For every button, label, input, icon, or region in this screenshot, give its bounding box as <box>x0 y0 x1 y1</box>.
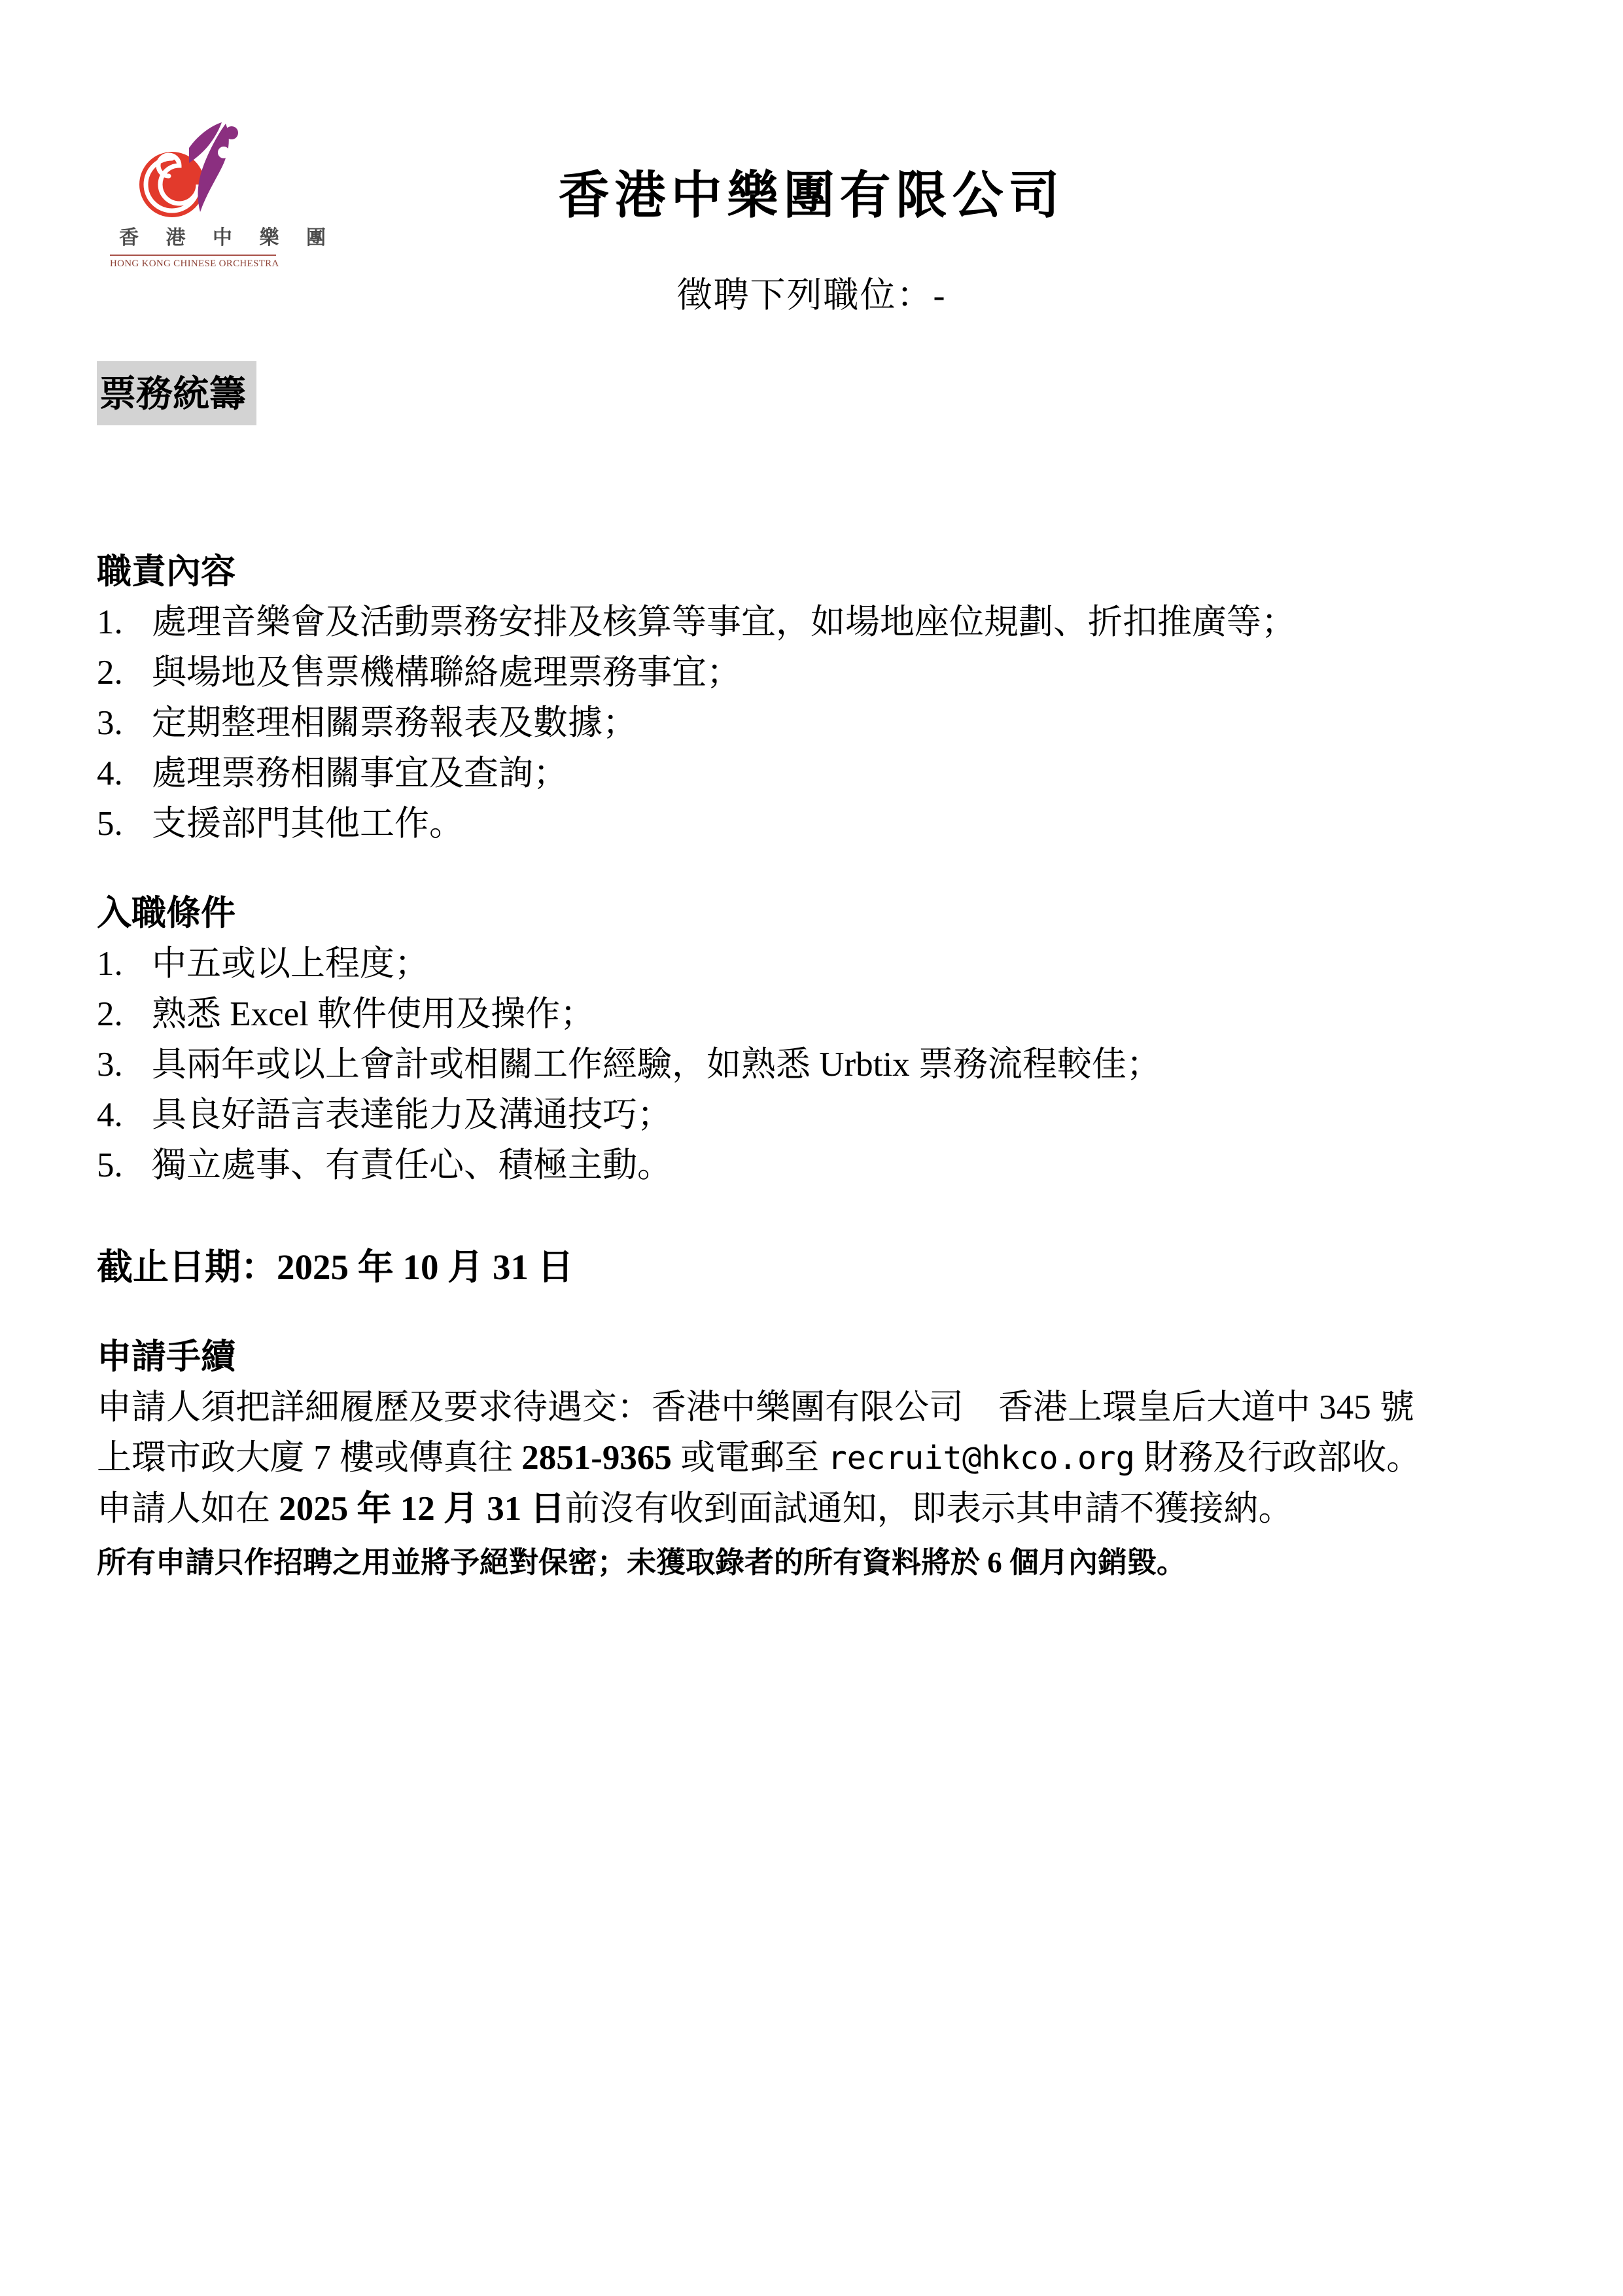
item-number: 2. <box>97 654 123 692</box>
item-text: 定期整理相關票務報表及數據； <box>152 704 637 742</box>
job-title-highlighted: 票務統籌 <box>97 361 256 425</box>
item-text: 具兩年或以上會計或相關工作經驗，如熟悉 Urbtix 票務流程較佳； <box>152 1046 1161 1084</box>
list-item <box>97 1040 1510 1090</box>
item-number: 1. <box>97 603 123 641</box>
item-number: 3. <box>97 1046 123 1084</box>
deadline-line <box>97 1238 574 1290</box>
list-item <box>97 749 1510 799</box>
item-text: 獨立處事、有責任心、積極主動。 <box>152 1146 672 1184</box>
item-text: 支援部門其他工作。 <box>152 805 464 843</box>
apply-paragraph-line-2 <box>97 1433 1549 1484</box>
list-item <box>97 698 1510 749</box>
reply-deadline-date: 2025 年 12 月 31 日 <box>279 1490 565 1528</box>
apply-heading: 申請手續 <box>97 1338 236 1376</box>
item-number: 1. <box>97 945 123 983</box>
apply-section <box>97 1332 1549 1583</box>
apply-line2-text: 或電郵至 <box>671 1439 828 1477</box>
duties-heading: 職責內容 <box>97 553 236 591</box>
requirements-heading: 入職條件 <box>97 894 236 932</box>
fax-number: 2851-9365 <box>521 1439 672 1477</box>
item-number: 5. <box>97 805 123 843</box>
deadline-date: 2025 年 10 月 31 日 <box>277 1247 574 1287</box>
list-item <box>97 939 1510 989</box>
item-number: 2. <box>97 995 123 1033</box>
apply-paragraph-line-3 <box>97 1484 1549 1534</box>
logo-name-english: HONG KONG CHINESE ORCHESTRA <box>110 258 279 269</box>
item-number: 4. <box>97 754 123 792</box>
apply-line3-text: 前沒有收到面試通知，即表示其申請不獲接納。 <box>565 1490 1293 1528</box>
page-subtitle: 徵聘下列職位：- <box>676 275 947 315</box>
duties-section <box>97 547 1510 849</box>
list-item <box>97 799 1510 849</box>
deadline-label: 截止日期： <box>97 1247 277 1287</box>
list-item <box>97 1140 1510 1191</box>
item-text: 與場地及售票機構聯絡處理票務事宜； <box>152 654 741 692</box>
list-item <box>97 1090 1510 1140</box>
list-item <box>97 597 1510 648</box>
list-item <box>97 989 1510 1040</box>
item-text: 處理票務相關事宜及查詢； <box>152 754 568 792</box>
page-title: 香港中樂團有限公司 <box>558 167 1065 224</box>
apply-line2-text: 財務及行政部收。 <box>1135 1439 1422 1477</box>
requirements-section <box>97 889 1510 1191</box>
logo-name-chinese: 香 港 中 樂 團 <box>110 220 276 256</box>
apply-paragraph-line-1: 申請人須把詳細履歷及要求待遇交：香港中樂團有限公司 香港上環皇后大道中 345 號 <box>97 1388 1414 1426</box>
item-text: 具良好語言表達能力及溝通技巧； <box>152 1096 672 1134</box>
email-address: recruit@hkco.org <box>828 1440 1136 1477</box>
item-number: 4. <box>97 1096 123 1134</box>
apply-line2-text: 上環市政大廈 7 樓或傳真往 <box>97 1439 522 1477</box>
item-text: 中五或以上程度； <box>152 945 429 983</box>
list-item <box>97 648 1510 698</box>
apply-line3-text: 申請人如在 <box>97 1490 279 1528</box>
privacy-note: 所有申請只作招聘之用並將予絕對保密；未獲取錄者的所有資料將於 6 個月內銷毀。 <box>97 1546 1187 1579</box>
item-text: 熟悉 Excel 軟件使用及操作； <box>152 995 595 1033</box>
item-number: 5. <box>97 1146 123 1184</box>
item-text: 處理音樂會及活動票務安排及核算等事宜，如場地座位規劃、折扣推廣等； <box>152 603 1296 641</box>
item-number: 3. <box>97 704 123 742</box>
